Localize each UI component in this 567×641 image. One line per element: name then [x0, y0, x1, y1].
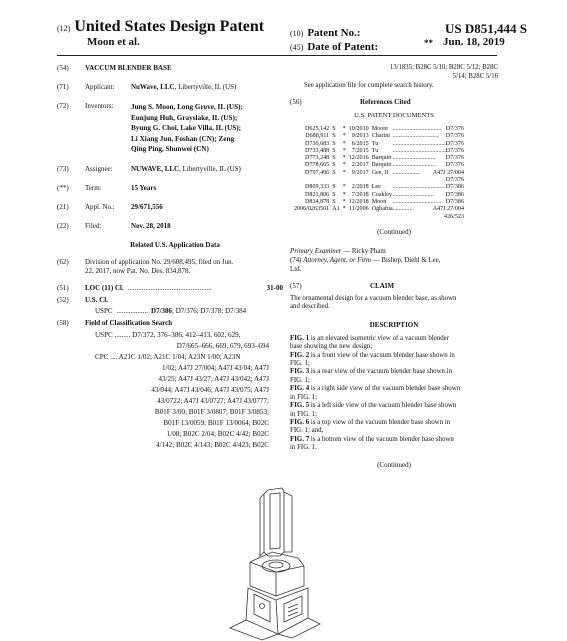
patent-no-code: (10): [290, 29, 304, 38]
inventor-line: Byung G. Choi, Lake Villa, IL (US);: [131, 124, 242, 132]
applicant-name: NuWave, LLC: [131, 83, 175, 91]
uspc-line: USPC .................. D7/386 ; D7/376; D7/378; D7/384: [95, 306, 247, 315]
invention-title: VACCUM BLENDER BASE: [85, 64, 172, 72]
see-application-note: See application file for complete search history.: [304, 82, 434, 89]
cited-date: 2/2018: [351, 184, 369, 191]
cited-dots: ...........................: [392, 191, 434, 198]
cited-name: Lee: [371, 184, 381, 191]
cited-name: Tu: [371, 140, 379, 147]
cited-star: *: [342, 206, 346, 213]
cited-patent-row: [294, 141, 464, 148]
figure-ref: FIG. 7: [290, 435, 310, 443]
cited-star: *: [342, 126, 346, 132]
cited-cls: D7/376: [445, 155, 465, 162]
cited-dots: ..............................: [392, 133, 439, 140]
description-line: in FIG. 1;: [290, 410, 317, 418]
inventors-field: (72) Inventors: Jung S. Moon, Long Grove, IL (US); Eunjung Huh, Grayslake, IL (US); Byung G. Choi, Lake Villa, IL (US); Li Xiang Jun, Foshan (CN); Zeng Qing Ping, Shunwei (CN): [57, 102, 243, 153]
description-line: in FIG. 1.: [290, 444, 317, 452]
cited-cls: D7/386: [445, 191, 465, 198]
cited-dots: ....................................: [392, 147, 448, 154]
inventor-line: Qing Ping, Shunwei (CN): [131, 145, 209, 153]
patent-number: US D851,444 S: [445, 21, 527, 36]
cited-patents-table: [294, 126, 464, 221]
cited-patent-row: [294, 126, 464, 133]
cited-cls: D7/376: [445, 147, 465, 154]
cited-cls: D7/376: [445, 126, 465, 132]
description-line: FIG. 7 is a bottom view of the vacuum blender base shown: [290, 435, 454, 443]
cited-patent-row: [294, 192, 464, 199]
inventor-line: Eunjung Huh, Grayslake, IL (US);: [131, 113, 238, 122]
cited-no: D778,665: [305, 162, 330, 169]
cited-date: 9/2013: [351, 133, 369, 140]
figure-ref: FIG. 1: [290, 334, 310, 342]
blender-base-drawing: [210, 482, 340, 641]
cited-star: *: [342, 184, 346, 191]
related-heading: Related U.S. Application Data: [130, 240, 220, 249]
filed-value: Nov. 28, 2018: [131, 221, 171, 230]
description-line: FIG. 6 is a top view of the vacuum blender base shown in: [290, 418, 451, 426]
cited-name: [372, 177, 393, 184]
cited-patent-row: [294, 206, 464, 213]
assignee-name: NUWAVE, LLC: [131, 164, 180, 173]
cited-s: S: [332, 198, 336, 205]
cited-no: D809,333: [305, 184, 330, 191]
claim-text: The ornamental design for a vacuum blender base, as shown and described.: [290, 294, 457, 311]
cited-patent-row: [294, 184, 464, 191]
description-line: FIG. 5 is a left side view of the vacuum blender base shown: [290, 402, 457, 410]
description-line: FIG. 1 is an elevated isometric view of a vacuum blender: [290, 334, 450, 342]
cited-s: S: [332, 133, 336, 140]
cited-cls: D7/386: [445, 184, 465, 191]
cited-patent-row: [294, 177, 464, 184]
filed-field: (22) Filed: Nov. 28, 2018: [57, 221, 171, 230]
loc-value: 31-00: [266, 283, 283, 292]
right-column: [290, 64, 498, 470]
claim-heading: CLAIM: [370, 281, 395, 290]
figure-ref: FIG. 5: [290, 402, 310, 410]
cited-star: *: [342, 198, 346, 205]
cited-cls: A47J 27/004: [432, 206, 465, 213]
title-field: (54) VACCUM BLENDER BASE: [57, 64, 172, 72]
cited-cls: D7/386: [445, 198, 465, 205]
cited-name: Moon: [371, 198, 387, 205]
attorney-name: — Bishop, Diehl & Lee,: [371, 256, 441, 264]
cited-patent-row: [294, 133, 464, 140]
cited-s: S: [332, 169, 336, 176]
cited-patent-row: [294, 214, 464, 221]
cited-date: 7/2018: [351, 191, 369, 198]
cited-patent-row: [294, 170, 464, 177]
cited-cls: A47J 27/004: [432, 169, 465, 176]
appl-no-field: (21) Appl. No.: 29/671,556: [57, 202, 163, 211]
date-of-patent: Jun. 18, 2019: [443, 36, 505, 48]
figure-ref: FIG. 2: [290, 351, 310, 359]
cited-date: 9/2017: [351, 169, 369, 176]
cited-cls: D7/376: [445, 162, 465, 169]
cited-patent-row: [294, 148, 464, 155]
inventor-line: Li Xiang Jun, Foshan (CN); Zeng: [131, 134, 235, 143]
cited-s: S: [332, 184, 336, 191]
field-search-lines: USPC ......... D7/372, 376–386, 412–413, 602, 629, D7/665–666, 669, 679, 693–694 CPC .... A21C 1/02; A21C 1/04; A23N 1/00; A23N 1/02; A47J 27/004; A47J 43/04; A47J 43/25; A47J 43/27; A47J 43/042; A47J 43/044; A47J 43/046; A47J 43/075; A47J 43/0722; A47J 43/0727; A47J 43/0777; B01F 3/00; B01F 3/0807; B01F 3/0853; B01F 13/0059; B01F 13/0064; B02C 1/08; B02C 2/04; B02C 4/42; B02C 4/142; B02C 4/143; B02C 4/423; B02C: [95, 330, 269, 449]
cited-s: S: [332, 155, 336, 162]
field-search-continued: 13/1835; B28C 5/10; B28C 5/12; B28C 5/14; B28C 5/16: [389, 64, 498, 80]
cited-date: [349, 214, 372, 221]
inventor-line: Jung S. Moon, Long Grove, IL (US);: [131, 103, 243, 111]
term-value: 15 Years: [131, 183, 157, 192]
patent-no-label: Patent No.:: [307, 27, 361, 39]
cited-s: S: [332, 191, 336, 198]
cited-cls: 426/523: [444, 213, 465, 220]
description-line: FIG. 1;: [290, 376, 310, 384]
cited-patent-row: [294, 155, 464, 162]
cited-dots: ..................: [392, 169, 421, 176]
cited-no: D688,911: [305, 133, 330, 140]
figure-ref: FIG. 6: [290, 418, 310, 426]
cited-date: 12/2016: [348, 155, 369, 162]
cited-cls: D7/376: [445, 177, 465, 184]
cited-no: D821,806: [305, 191, 330, 198]
inventors-short: Moon et al.: [87, 36, 140, 48]
cited-name: Gee, II: [371, 169, 389, 176]
figure-ref: FIG. 4: [290, 385, 310, 393]
cited-dots: ....................................: [392, 140, 448, 147]
cited-name: Charini: [371, 133, 390, 140]
cited-no: D625,142: [305, 126, 330, 132]
assignee-field: (73) Assignee: NUWAVE, LLC, Libertyville, IL (US): [57, 164, 241, 173]
cited-date: 11/2006: [348, 206, 369, 213]
cited-star: *: [342, 155, 346, 162]
date-label: Date of Patent:: [307, 41, 379, 53]
examiner-name: — Ricky Pham: [341, 247, 386, 255]
cited-no: [294, 177, 332, 184]
cited-no: D733,488: [305, 147, 330, 154]
cited-name: [372, 214, 393, 221]
cited-no: D730,683: [305, 140, 330, 147]
cited-date: 12/2018: [348, 198, 369, 205]
cited-name: Tu: [371, 147, 379, 154]
patent-type-title: United States Design Patent: [74, 18, 265, 35]
cited-dots: [393, 177, 433, 184]
references-cited: (56) References Cited: [290, 98, 411, 106]
cited-star: *: [342, 191, 346, 198]
cited-s: S: [332, 126, 336, 132]
applicant-field: (71) Applicant: NuWave, LLC, Libertyville, IL (US): [57, 83, 237, 91]
cited-date: 2/2017: [351, 162, 369, 169]
cited-name: Coakley: [371, 191, 393, 198]
cited-date: 10/2010: [348, 126, 369, 132]
cited-name: Moore: [371, 126, 388, 132]
cited-cls: D7/376: [445, 133, 465, 140]
cited-name: Oghafua: [371, 206, 393, 213]
continued-note: (Continued): [377, 227, 411, 236]
cited-name: Barquin: [371, 162, 392, 169]
cited-s: [332, 177, 342, 184]
date-code: (45): [290, 43, 304, 52]
cited-s: A1: [332, 206, 340, 213]
description-line: FIG. 2 is a front view of the vacuum blender base shown in: [290, 351, 455, 359]
continued-note-2: (Continued): [377, 460, 411, 469]
cited-no: [294, 214, 332, 221]
cited-s: [332, 214, 342, 221]
cited-dots: [393, 214, 433, 221]
cited-dots: ................................: [392, 126, 442, 132]
description-line: FIG. 4 is a right side view of the vacuum blender base shown: [290, 385, 461, 393]
cited-dots: ............................: [392, 162, 436, 169]
cited-dots: ..................................: [392, 184, 445, 191]
description-text: [290, 335, 498, 453]
cited-s: S: [332, 162, 336, 169]
claim-section: (57) CLAIM: [290, 281, 395, 290]
figure-ref: FIG. 3: [290, 368, 310, 376]
examiner-block: Primary Examiner — Ricky Pham (74) Attorney, Agent, or Firm — Bishop, Diehl & Lee, Ltd.: [290, 247, 441, 273]
cited-date: 6/2015: [351, 140, 369, 147]
cited-s: S: [332, 140, 336, 147]
references-heading: References Cited: [360, 98, 411, 106]
cited-star: *: [342, 162, 346, 169]
us-patent-documents-heading: U.S. PATENT DOCUMENTS: [354, 112, 434, 119]
cited-dots: ................................: [392, 198, 442, 205]
division-field: (62) Division of application No. 29/608,495, filed on Jun. 22, 2017, now Pat. No. Des. 834,878.: [57, 257, 234, 275]
loc-field: (51) LOC (11) Cl. ................................................ 31-00: [57, 283, 283, 292]
cited-star: *: [342, 140, 346, 147]
cited-date: 7/2015: [351, 147, 369, 154]
cited-s: S: [332, 147, 336, 154]
term-field: (**) Term: 15 Years: [57, 183, 157, 192]
cited-name: Barquin: [371, 155, 392, 162]
cited-cls: D7/376: [445, 140, 465, 147]
cited-dots: ............................: [392, 155, 436, 162]
field-of-search: (58) Field of Classification Search: [57, 318, 173, 327]
description-heading: DESCRIPTION: [369, 320, 419, 329]
description-line: base showing the new design;: [290, 343, 373, 351]
cited-no: 2006/0263501: [294, 206, 330, 213]
cited-star: *: [342, 133, 346, 140]
header-rule: [57, 55, 497, 56]
cited-patent-row: [294, 162, 464, 169]
description-line: FIG. 3 is a rear view of the vacuum blender base shown in: [290, 368, 453, 376]
cited-dots: ..............: [392, 206, 415, 213]
description-line: FIG. 1; and,: [290, 427, 324, 435]
left-column: [57, 64, 283, 451]
cited-star: *: [342, 147, 346, 154]
description-line: in FIG. 1;: [290, 393, 317, 401]
cited-no: D797,496: [305, 169, 330, 176]
cited-star: *: [342, 169, 346, 176]
cited-date: [349, 177, 372, 184]
appl-no-value: 29/671,556: [131, 202, 163, 211]
date-stars: **: [424, 38, 433, 48]
cited-no: D773,248: [305, 155, 330, 162]
country-code: (12): [57, 24, 71, 33]
us-cl-field: (52) U.S. Cl.: [57, 295, 108, 304]
cited-no: D834,878: [305, 198, 330, 205]
description-line: FIG. 1;: [290, 360, 310, 368]
